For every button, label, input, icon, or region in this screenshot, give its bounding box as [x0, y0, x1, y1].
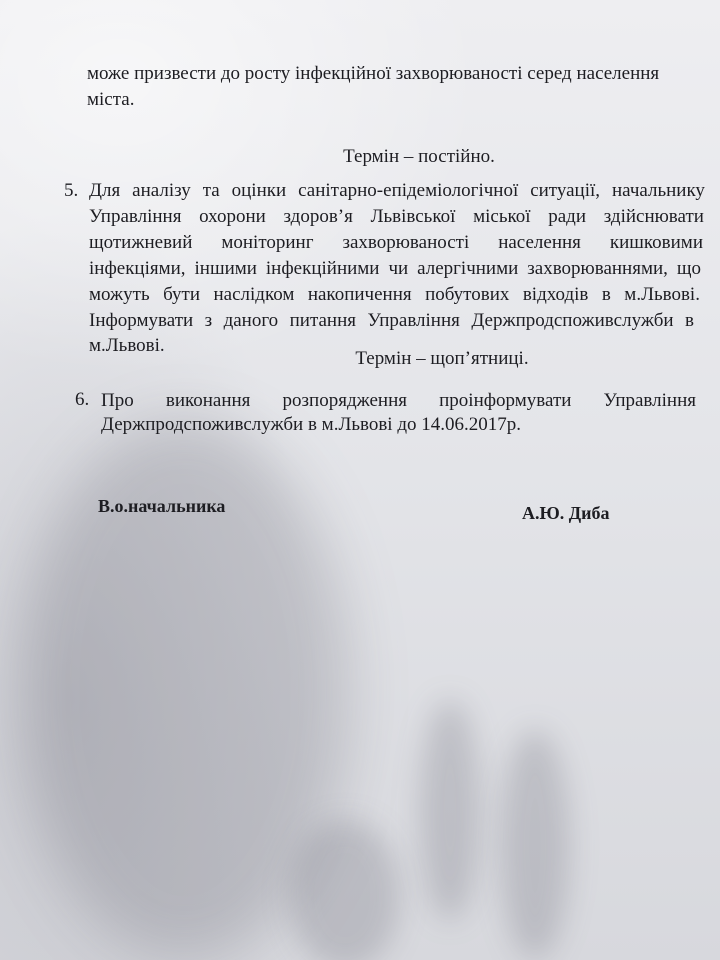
- word: захворюваннями,: [527, 258, 668, 279]
- word: та: [202, 180, 220, 201]
- word: Управління: [89, 206, 182, 227]
- item-6-line-1: [101, 388, 696, 414]
- word: з: [204, 310, 213, 331]
- word: що: [676, 258, 701, 279]
- word: чи: [388, 258, 409, 279]
- word: розпорядження: [282, 390, 408, 411]
- word: аналізу: [132, 180, 191, 201]
- signature-title: В.о.начальника: [98, 496, 226, 516]
- word: населення: [498, 232, 581, 253]
- word: алергічними: [417, 258, 519, 279]
- word: Для: [89, 180, 121, 201]
- word: питання: [289, 310, 356, 331]
- word: Держпродспоживслужби: [471, 310, 674, 331]
- word: побутових: [425, 284, 510, 305]
- intro-text-line-2: міста.: [87, 89, 135, 110]
- word: в: [684, 310, 694, 331]
- item-6-number: 6.: [75, 389, 90, 410]
- word: ради: [548, 206, 587, 227]
- item-5-line-2: [89, 204, 704, 230]
- word: наслідком: [213, 284, 295, 305]
- intro-text-line-1: може призвести до росту інфекційної захворюваності серед населення: [87, 63, 660, 84]
- signature-name: А.Ю. Диба: [522, 503, 610, 523]
- word: Управління: [603, 390, 696, 411]
- word: виконання: [165, 390, 251, 411]
- item-5-line-7: м.Львові.: [89, 335, 165, 356]
- word: можуть: [89, 284, 150, 305]
- word: Управління: [367, 310, 460, 331]
- word: щотижневий: [89, 232, 193, 253]
- word: охорони: [199, 206, 266, 227]
- word: проінформувати: [439, 390, 572, 411]
- term-fridays: Термін – щоп’ятниці.: [355, 348, 529, 369]
- word: ситуації,: [530, 180, 601, 201]
- word: Про: [101, 390, 134, 411]
- word: здоров’я: [283, 206, 353, 227]
- item-5-number: 5.: [64, 180, 79, 201]
- item-5-line-1: [89, 178, 705, 204]
- word: міської: [473, 206, 531, 227]
- word: іншими: [194, 258, 257, 279]
- word: моніторинг: [221, 232, 314, 253]
- word: начальнику: [611, 180, 705, 201]
- word: здійснювати: [603, 206, 704, 227]
- word: оцінки: [231, 180, 287, 201]
- word: відходів: [522, 284, 589, 305]
- word: накопичення: [307, 284, 412, 305]
- word: санітарно-епідеміологічної: [298, 180, 519, 201]
- item-6-line-2: Держпродспоживслужби в м.Львові до 14.06.2017р.: [101, 414, 522, 435]
- word: Львівської: [370, 206, 456, 227]
- word: м.Львові.: [624, 284, 700, 305]
- term-permanent: Термін – постійно.: [343, 146, 495, 167]
- word: захворюваності: [342, 232, 470, 253]
- word: інфекціями,: [89, 258, 186, 279]
- item-5-line-4: [89, 256, 701, 282]
- word: Інформувати: [89, 310, 194, 331]
- item-5-line-3: [89, 230, 703, 256]
- item-5-line-6: [89, 308, 694, 334]
- word: даного: [223, 310, 279, 331]
- word: бути: [163, 284, 201, 305]
- item-5-line-5: [89, 282, 700, 308]
- word: інфекційними: [265, 258, 380, 279]
- word: в: [601, 284, 611, 305]
- word: кишковими: [609, 232, 703, 253]
